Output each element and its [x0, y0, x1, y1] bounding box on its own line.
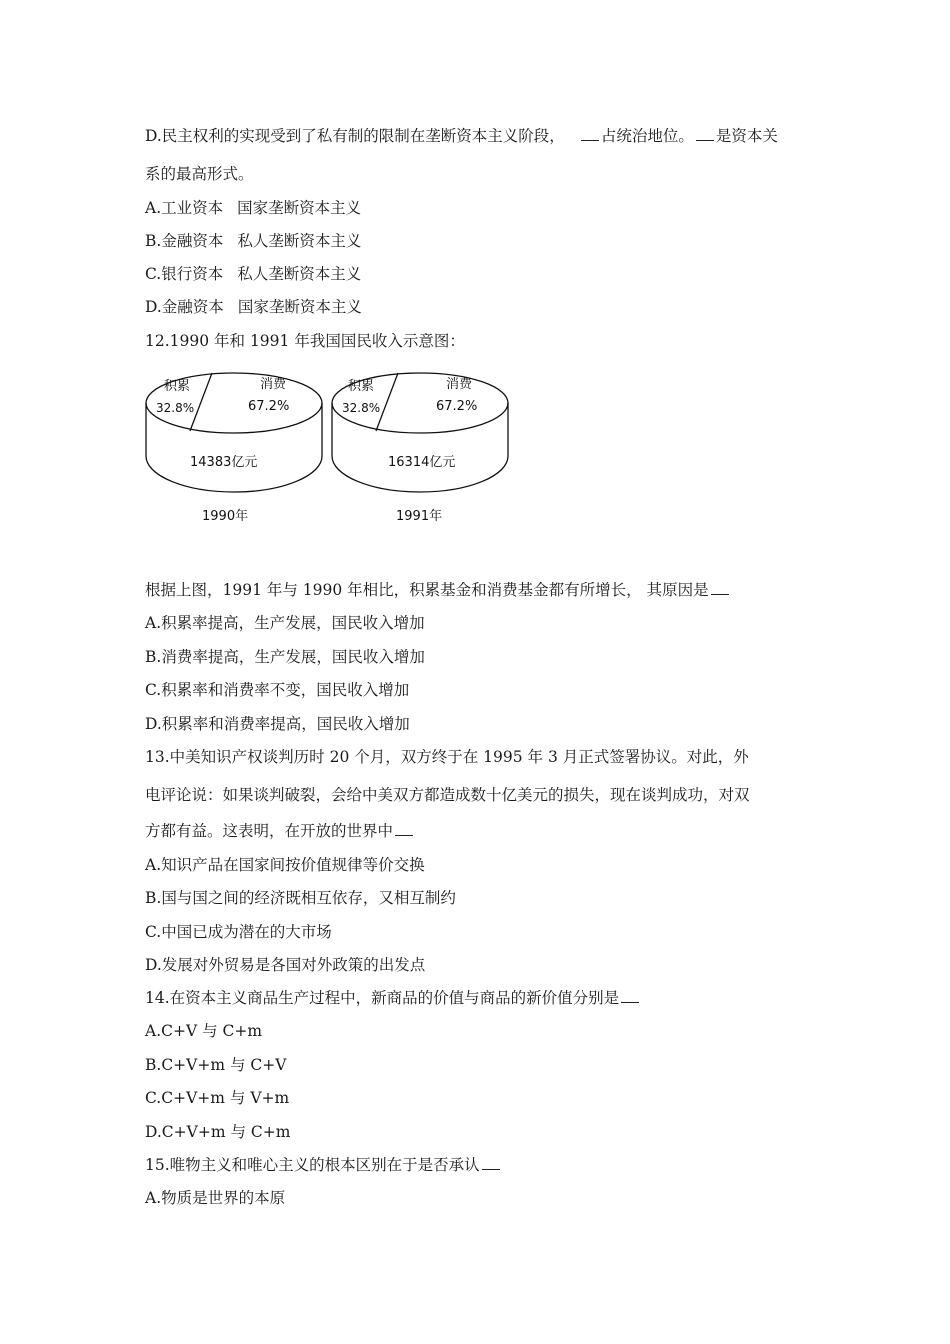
national-income-chart — [140, 368, 530, 533]
answer-blank — [482, 1155, 500, 1170]
cylinder-body — [146, 403, 322, 492]
answer-blank — [696, 126, 714, 141]
answer-blank — [621, 988, 639, 1003]
q15-stem — [145, 1155, 502, 1175]
q12-option-a: A.积累率提高，生产发展，国民收入增加 — [145, 614, 425, 632]
q14-option-c: C.C+V+m 与 V+m — [145, 1089, 290, 1107]
option-label: A.工业资本 — [145, 199, 224, 217]
cylinder-body — [332, 403, 508, 492]
q11-option-c — [145, 264, 361, 284]
q14-stem — [145, 988, 641, 1008]
chart-2-total: 16314亿元 — [388, 455, 456, 470]
q11-option-d — [145, 297, 362, 317]
answer-blank — [711, 580, 729, 595]
chart-2-cat-1: 消费 — [446, 377, 473, 392]
question-text: 14.在资本主义商品生产过程中，新商品的价值与商品的新价值分别是 — [145, 989, 620, 1007]
question-text: 方都有益。这表明，在开放的世界中 — [145, 822, 394, 840]
option-label: B.金融资本 — [145, 232, 224, 250]
q15-option-a: A.物质是世界的本原 — [145, 1189, 286, 1207]
q14-option-b: B.C+V+m 与 C+V — [145, 1056, 287, 1074]
chart-2-cat-0: 积累 — [348, 379, 375, 394]
option-text: 国家垄断资本主义 — [237, 298, 362, 316]
option-text: 私人垄断资本主义 — [237, 265, 362, 283]
q11-option-d-line1 — [145, 126, 778, 146]
answer-blank — [395, 821, 413, 836]
q11-option-d-text: D.民主权利的实现受到了私有制的限制在垄断资本主义阶段， — [145, 127, 565, 145]
chart-2-title: 1991年 — [396, 509, 443, 524]
q11-option-b — [145, 231, 361, 251]
q14-option-a: A.C+V 与 C+m — [145, 1022, 263, 1040]
q13-option-c: C.中国已成为潜在的大市场 — [145, 923, 332, 941]
q14-option-d: D.C+V+m 与 C+m — [145, 1123, 291, 1141]
option-text: 私人垄断资本主义 — [237, 232, 362, 250]
chart-1-cat-1: 消费 — [260, 377, 287, 392]
q13-option-a: A.知识产品在国家间按价值规律等价交换 — [145, 856, 425, 874]
chart-1-val-0: 32.8% — [156, 401, 195, 415]
q13-line1: 13.中美知识产权谈判历时 20 个月，双方终于在 1995 年 3 月正式签署协议。对此，外 — [145, 748, 749, 766]
option-text: 国家垄断资本主义 — [237, 199, 362, 217]
chart-1-val-1: 67.2% — [248, 399, 290, 414]
q11-option-d-text-c: 是资本关 — [715, 127, 778, 145]
option-label: D.金融资本 — [145, 298, 224, 316]
q11-option-a — [145, 198, 361, 218]
q13-line2: 电评论说：如果谈判破裂，会给中美双方都造成数十亿美元的损失，现在谈判成功，对双 — [145, 786, 750, 804]
chart-2-val-1: 67.2% — [436, 399, 478, 414]
question-text: 15.唯物主义和唯心主义的根本区别在于是否承认 — [145, 1156, 480, 1174]
chart-1-title: 1990年 — [202, 509, 249, 524]
q12-title: 12.1990 年和 1991 年我国国民收入示意图： — [145, 332, 465, 350]
answer-blank — [581, 126, 599, 141]
q13-option-d: D.发展对外贸易是各国对外政策的出发点 — [145, 956, 426, 974]
option-label: C.银行资本 — [145, 265, 224, 283]
q13-line3 — [145, 821, 415, 841]
q12-option-c: C.积累率和消费率不变，国民收入增加 — [145, 681, 410, 699]
q12-stem — [145, 580, 731, 600]
q12-option-b: B.消费率提高，生产发展，国民收入增加 — [145, 648, 425, 666]
chart-1-cat-0: 积累 — [164, 379, 191, 394]
q11-option-d-text-b: 占统治地位。 — [600, 127, 694, 145]
q11-line2: 系的最高形式。 — [145, 165, 254, 183]
chart-2-val-0: 32.8% — [342, 401, 381, 415]
chart-1-total: 14383亿元 — [190, 455, 258, 470]
q12-option-d: D.积累率和消费率提高，国民收入增加 — [145, 715, 410, 733]
question-text: 根据上图，1991 年与 1990 年相比，积累基金和消费基金都有所增长， 其原因是 — [145, 581, 709, 599]
q13-option-b: B.国与国之间的经济既相互依存，又相互制约 — [145, 889, 456, 907]
